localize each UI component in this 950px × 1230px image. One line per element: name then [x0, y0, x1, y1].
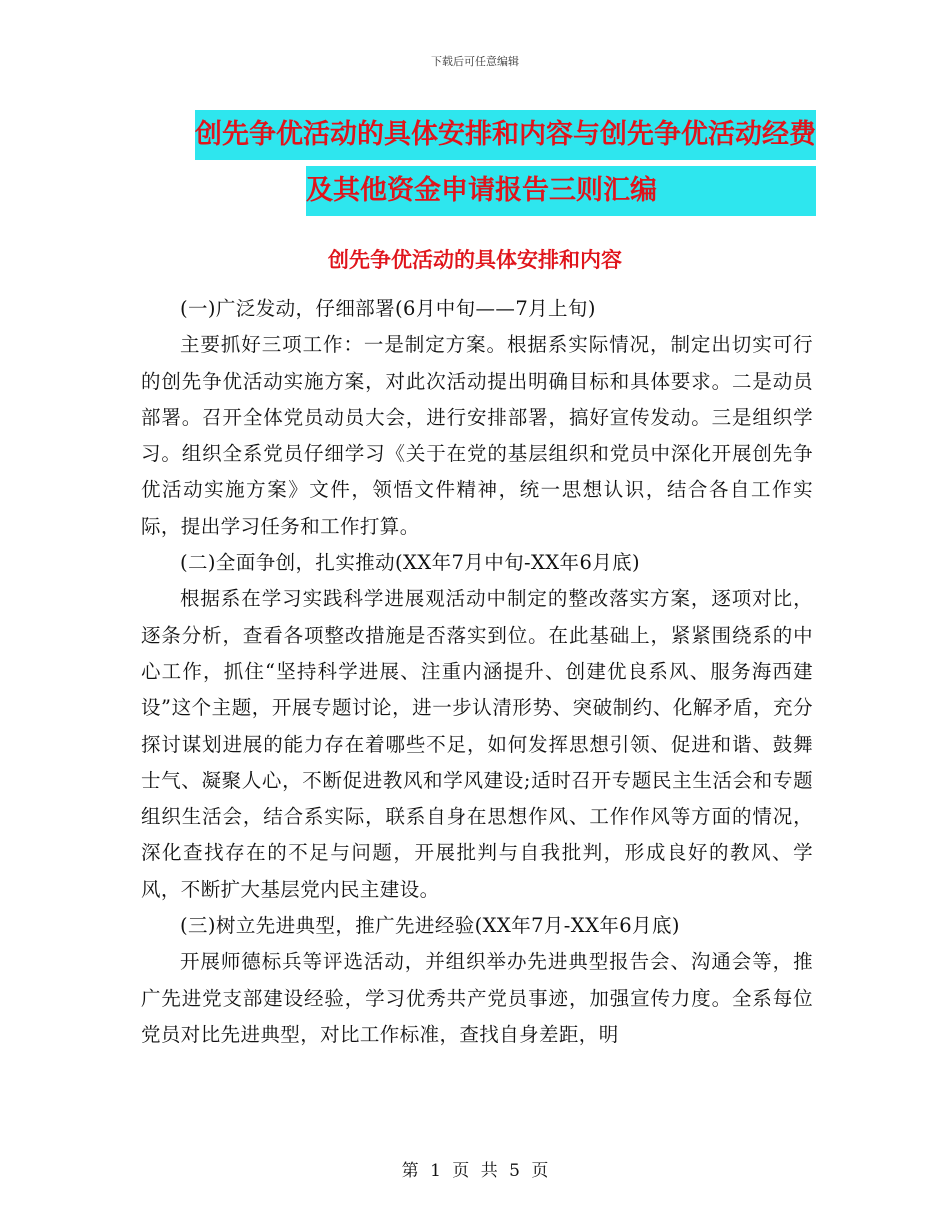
page-number: 第 1 页 共 5 页 — [401, 1161, 549, 1181]
paragraph-phase-2: 根据系在学习实践科学进展观活动中制定的整改落实方案，逐项对比，逐条分析，查看各项整改措施是否落实到位。在此基础上，紧紧围绕系的中心工作，抓住“坚持科学进展、注重内涵提升、创建优良系风、服务海西建设”这个主题，开展专题讨论，进一步认清形势、突破制约、化解矛盾，充分探讨谋划进展的能力存在着哪些不足，如何发挥思想引领、促进和谐、鼓舞士气、凝聚人心，不断促进教风和学风建设;适时召开专题民主生活会和专题组织生活会，结合系实际，联系自身在思想作风、工作作风等方面的情况，深化查找存在的不足与问题，开展批判与自我批判，形成良好的教风、学风，不断扩大基层党内民主建设。 — [141, 587, 813, 901]
paragraph-phase-3: 开展师德标兵等评选活动，并组织举办先进典型报告会、沟通会等，推广先进党支部建设经验，学习优秀共产党员事迹，加强宣传力度。全系每位党员对比先进典型，对比工作标准，查找自身差距，明 — [141, 950, 813, 1046]
body-text — [141, 291, 813, 1053]
document-title — [195, 110, 816, 216]
heading-phase-3: (三)树立先进典型，推广先进经验(XX年7月-XX年6月底) — [180, 914, 680, 938]
section-title: 创先争优活动的具体安排和内容 — [328, 247, 622, 272]
document-title-line-1: 创先争优活动的具体安排和内容与创先争优活动经费 — [195, 119, 816, 150]
page-header-note: 下载后可任意编辑 — [431, 55, 519, 68]
heading-phase-2: (二)全面争创，扎实推动(XX年7月中旬-XX年6月底) — [180, 551, 641, 575]
paragraph-phase-1: 主要抓好三项工作：一是制定方案。根据系实际情况，制定出切实可行的创先争优活动实施方案，对此次活动提出明确目标和具体要求。二是动员部署。召开全体党员动员大会，进行安排部署，搞好宣传发动。三是组织学习。组织全系党员仔细学习《关于在党的基层组织和党员中深化开展创先争优活动实施方案》文件，领悟文件精神，统一思想认识，结合各自工作实际，提出学习任务和工作打算。 — [141, 333, 813, 538]
document-title-line-2: 及其他资金申请报告三则汇编 — [306, 175, 657, 206]
heading-phase-1: (一)广泛发动，仔细部署(6月中旬——7月上旬) — [180, 297, 596, 320]
